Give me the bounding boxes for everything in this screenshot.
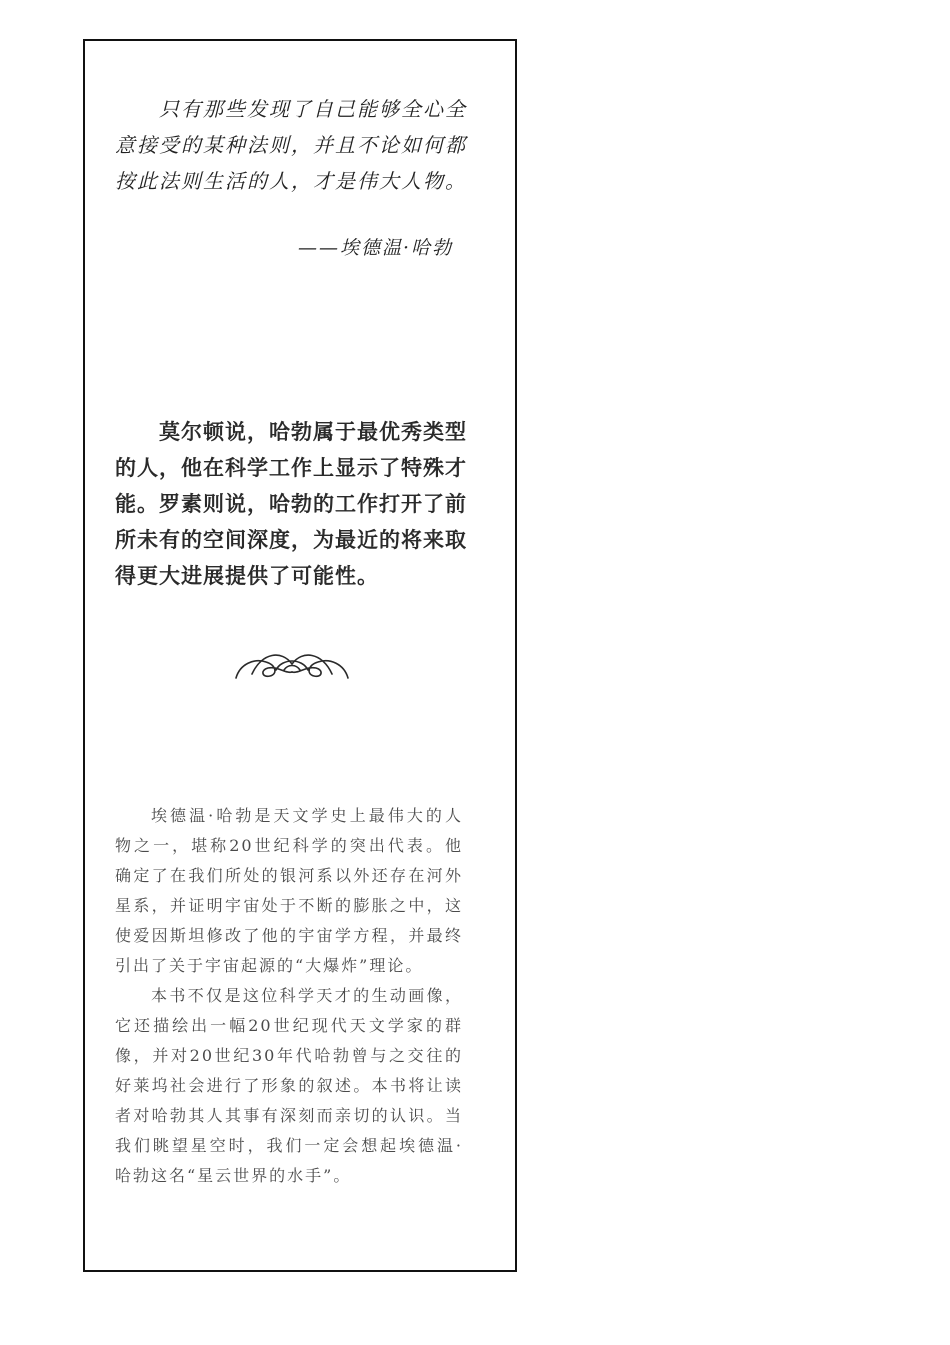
book-flap-panel bbox=[83, 39, 517, 1272]
book-description bbox=[115, 801, 463, 1191]
description-paragraph-2: 本书不仅是这位科学天才的生动画像，它还描绘出一幅20世纪现代天文学家的群像，并对20世纪30年代哈勃曾与之交往的好莱坞社会进行了形象的叙述。本书将让读者对哈勃其人其事有深刻而亲切的认识。当我们眺望星空时，我们一定会想起埃德温·哈勃这名“星云世界的水手”。 bbox=[115, 986, 463, 1185]
epigraph-quote: 只有那些发现了自己能够全心全意接受的某种法则，并且不论如何都按此法则生活的人，才是伟大人物。 bbox=[115, 97, 467, 193]
epigraph-attribution: ——埃德温·哈勃 bbox=[297, 237, 453, 259]
description-paragraph-1: 埃德温·哈勃是天文学史上最伟大的人物之一，堪称20世纪科学的突出代表。他确定了在我们所处的银河系以外还存在河外星系，并证明宇宙处于不断的膨胀之中，这使爱因斯坦修改了他的宇宙学方程，并最终引出了关于宇宙起源的“大爆炸”理论。 bbox=[115, 806, 463, 975]
decorative-flourish-icon bbox=[232, 644, 352, 684]
praise-paragraph: 莫尔顿说，哈勃属于最优秀类型的人，他在科学工作上显示了特殊才能。罗素则说，哈勃的工作打开了前所未有的空间深度，为最近的将来取得更大进展提供了可能性。 bbox=[115, 419, 467, 588]
